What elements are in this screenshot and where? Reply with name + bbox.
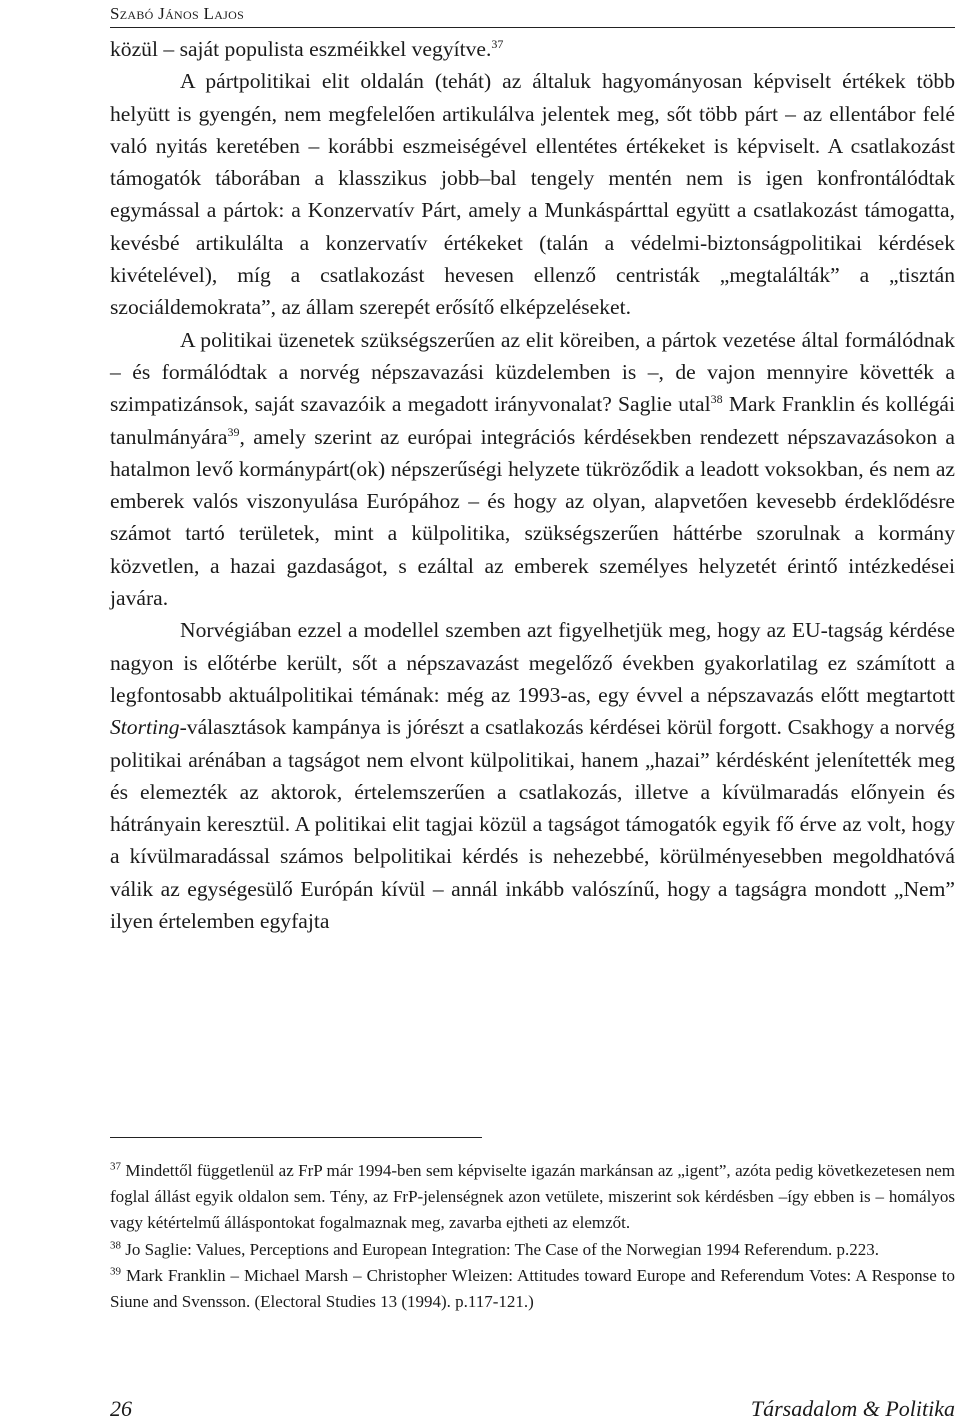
footnote-number: 38	[110, 1238, 121, 1251]
paragraph-1	[110, 33, 955, 65]
paragraph-4-text-a: Norvégiában ezzel a modellel szemben azt figyelhetjük meg, hogy az EU-tagság kérdése nagyon is előtérbe került, sőt a népszavazást megelőző években gyakorlatilag ez számított a legfontosabb aktuálpolitikai témának: még az 1993-as, egy évvel a népszavazás előtt megtartott	[110, 618, 955, 707]
paragraph-3-text-a: A politikai üzenetek szükségszerűen az elit köreiben, a pártok vezetése által formálódnak – és formálódtak a norvég népszavazási küzdelemben is –, de vajon mennyire követték a szimpatizánsok, saját szavazóik a megadott irányvonalat? Saglie utal	[110, 327, 955, 417]
paragraph-2: A pártpolitikai elit oldalán (tehát) az általuk hagyományosan képviselt értékek több helyütt is gyengén, nem megfelelően artikulálva jelentek meg, sőt több párt – az ellentábor felé való nyitás keretében – korábbi eszmeiségével ellentétes értékeket is képviselt. A csatlakozást támogatók táborában a klasszikus jobb–bal tengely mentén nem is igen konfrontálódtak egymással a pártok: a Konzervatív Párt, amely a Munkáspárttal együtt a csatlakozást támogatta, kevésbé artikulálta a konzervatív értékeket (talán a védelmi-biztonságpolitikai kérdések kivételével), míg a csatlakozást hevesen ellenző centristák „megtalálták” a „tisztán szociáldemokrata”, az állam szerepét erősítő elképzeléseket.	[110, 69, 955, 320]
footnote-separator	[110, 1137, 482, 1138]
footnote-38	[110, 1237, 955, 1263]
journal-name: Társadalom & Politika	[750, 1396, 955, 1421]
footnote-39	[110, 1263, 955, 1315]
paragraph-1-text: közül – saját populista eszméikkel vegyítve.	[110, 37, 492, 61]
paragraph-4-italic: Storting	[110, 715, 180, 740]
paragraph-4	[110, 614, 955, 937]
paragraph-3-text-c: , amely szerint az európai integrációs kérdésekben rendezett népszavazásokon a hatalmon levő kormánypárt(ok) népszerűségi helyzete tükröződik a leadott voksokban, és nem az emberek valós viszonyulása Európához – és hogy az olyan, alapvetően kevesebb érdeklődésre számot tartó területek, mint a külpolitika, szükségszerűen háttérbe szorulnak a kormány közvetlen, a hazai gazdaságot, s ezáltal az emberek személyes helyzetét érintő intézkedései javára.	[110, 424, 955, 611]
footnote-text: Mindettől függetlenül az FrP már 1994-ben sem képviselte igazán markánsan az „igent”, azóta pedig következetesen nem foglal állást egyik oldalon sem. Tény, az FrP-jelenségnek azon vetülete, miszerint sok kérdésben –így ebben is – homályos vagy kétértelmű álláspontokat fogalmaznak meg, zavarba ejtheti az elemzőt.	[110, 1161, 955, 1233]
footnote-37	[110, 1158, 955, 1237]
footnotes	[110, 1158, 955, 1315]
body-text	[110, 33, 955, 937]
page-number: 26	[110, 1396, 132, 1421]
paragraph-4-text-b: -választások kampánya is jórészt a csatlakozás kérdései körül forgott. Csakhogy a norvég politikai arénában a tagságot nem elvont külpolitikai, hanem „hazai” kérdésként jelenítették meg és elemezték az aktorok, értelemszerűen a csatlakozás, illetve a kívülmaradás előnyein és hátrányain keresztül. A politikai elit tagjai közül a tagságot támogatók egyik fő érve az volt, hogy a kívülmaradással számos belpolitikai kérdés is nehezebbé, körülményesebben megoldhatóvá válik az egységesülő Európán kívül – annál inkább valószínű, hogy a tagságra mondott „Nem” ilyen értelemben egyfajta	[110, 715, 955, 934]
footnote-number: 39	[110, 1265, 121, 1278]
footnote-ref-39[interactable]: 39	[227, 424, 240, 439]
footnote-number: 37	[110, 1160, 121, 1173]
footnote-ref-37[interactable]: 37	[491, 36, 504, 51]
footnote-text: Jo Saglie: Values, Perceptions and European Integration: The Case of the Norwegian 1994 Referendum. p.223.	[125, 1239, 880, 1259]
header-author: Szabó János Lajos	[110, 4, 245, 23]
paragraph-3-text-b: Mark Franklin és kollégái tanulmányára	[110, 392, 955, 449]
footnote-ref-38[interactable]: 38	[710, 392, 723, 407]
footnote-text: Mark Franklin – Michael Marsh – Christopher Wleizen: Attitudes toward Europe and Referendum Votes: A Response to Siune and Svensson. (Electoral Studies 13 (1994). p.117-121.)	[110, 1265, 955, 1312]
paragraph-3	[110, 324, 955, 615]
running-header	[110, 4, 955, 28]
